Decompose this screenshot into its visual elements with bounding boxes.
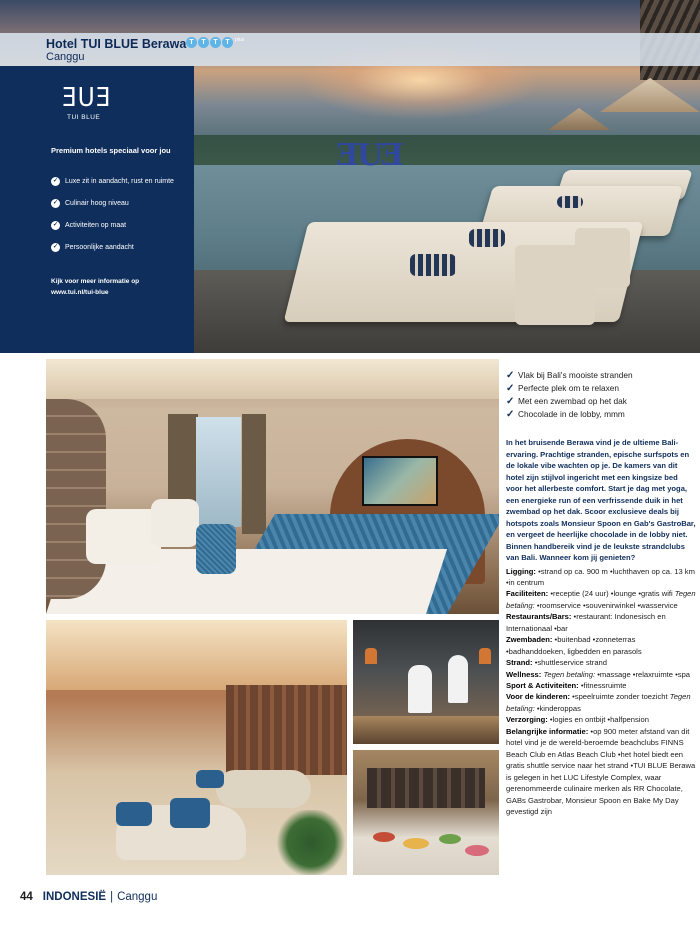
sofa bbox=[216, 770, 311, 808]
rating-star-icon: T bbox=[186, 37, 197, 48]
hotel-facts bbox=[506, 566, 696, 818]
plant bbox=[276, 810, 346, 875]
fact-restaurants: •restaurant: Indonesisch en Internationaal •bar bbox=[506, 612, 666, 633]
check-icon: ✓ bbox=[52, 199, 59, 206]
window bbox=[196, 417, 241, 527]
pillow bbox=[196, 524, 236, 574]
cushion bbox=[196, 770, 224, 788]
tui-blue-logo: ƎUƎ bbox=[62, 83, 112, 113]
footer-country: INDONESIË bbox=[42, 891, 107, 903]
checkmark-icon: ✓ bbox=[506, 396, 515, 407]
footer-region: Canggu bbox=[117, 891, 158, 903]
rating-star-icon: T bbox=[210, 37, 221, 48]
fact-paid-label: Tegen betaling: bbox=[506, 692, 691, 713]
fact-label-strand: Strand: bbox=[506, 658, 533, 668]
curtain bbox=[242, 414, 266, 534]
dish bbox=[465, 845, 489, 856]
headboard bbox=[46, 399, 106, 599]
lobby-ceiling bbox=[46, 620, 347, 690]
pillow bbox=[86, 509, 161, 564]
logo-subtitle: TUI BLUE bbox=[67, 114, 101, 121]
fact-faciliteiten-free: •receptie (24 uur) •lounge •gratis wifi bbox=[548, 589, 675, 599]
panel-feature: ✓ Culinair hoog niveau bbox=[52, 199, 129, 207]
dish bbox=[373, 832, 395, 842]
hotel-rating bbox=[186, 37, 244, 48]
hotel-city: Canggu bbox=[46, 51, 85, 63]
highlight-item: ✓ Perfecte plek om te relaxen bbox=[506, 383, 619, 394]
check-icon: ✓ bbox=[52, 243, 59, 250]
cushion bbox=[170, 798, 210, 828]
highlights-list bbox=[506, 369, 696, 421]
fact-belangrijk: •op 900 meter afstand van dit hotel vind je de wereld-beroemde beachclubs FINNS Beach Club en Atlas Beach Club •het hotel biedt een gratis shuttle service naar het strand •TUI BLUE Berawa is gelegen in het LUC Lifestyle Complex, waar gerenommeerde culinaire merken als RR Chocolate, GABs Gastrobar, Monsieur Spoon en Bake My Day gevestigd zijn bbox=[506, 726, 696, 817]
fact-paid-label: Tegen betaling: bbox=[506, 589, 696, 610]
dish bbox=[403, 838, 429, 849]
rating-star-icon: T bbox=[222, 37, 233, 48]
buffet-photo bbox=[353, 750, 499, 875]
striped-pillow bbox=[557, 196, 583, 208]
page-number: 44 bbox=[20, 891, 33, 903]
fact-label-sport: Sport & Activiteiten: bbox=[506, 681, 579, 691]
fact-ligging: •strand op ca. 900 m •luchthaven op ca. 13 km •in centrum bbox=[506, 566, 695, 587]
fact-kinderen-free: •speelruimte zonder toezicht bbox=[570, 692, 670, 702]
more-info-url[interactable]: www.tui.nl/tui-blue bbox=[51, 289, 109, 296]
highlight-item: ✓ Met een zwembad op het dak bbox=[506, 396, 627, 407]
check-icon: ✓ bbox=[52, 177, 59, 184]
panel-title: Premium hotels speciaal voor jou bbox=[51, 146, 171, 155]
hotel-description-column bbox=[506, 369, 696, 817]
fact-label-belangrijk: Belangrijke informatie: bbox=[506, 726, 589, 736]
parasol bbox=[600, 78, 700, 112]
fact-verzorging: •logies en ontbijt •halfpension bbox=[547, 715, 649, 725]
pendant-lamp bbox=[479, 648, 491, 664]
fact-kinderen-paid: •kinderoppas bbox=[534, 703, 581, 713]
panel-feature: ✓ Luxe zit in aandacht, rust en ruimte bbox=[52, 177, 174, 185]
hotel-title-bar bbox=[0, 33, 700, 66]
buffet-shelf bbox=[367, 768, 485, 808]
fact-label-kinderen: Voor de kinderen: bbox=[506, 692, 570, 702]
tui-blue-panel bbox=[0, 66, 194, 353]
fact-faciliteiten-paid: •roomservice •souvenirwinkel •wasservice bbox=[534, 600, 678, 610]
chef bbox=[408, 665, 432, 713]
fact-label-faciliteiten: Faciliteiten: bbox=[506, 589, 549, 599]
highlight-item: ✓ Chocolade in de lobby, mmm bbox=[506, 409, 625, 420]
checkmark-icon: ✓ bbox=[506, 383, 515, 394]
fact-zwembaden: •buitenbad •zonneterras •badhanddoeken, ligbedden en parasols bbox=[506, 635, 642, 656]
more-info bbox=[51, 276, 139, 298]
dish bbox=[439, 834, 461, 844]
rating-plus: plus bbox=[235, 37, 245, 43]
striped-pillow bbox=[410, 254, 456, 276]
fact-label-zwembaden: Zwembaden: bbox=[506, 635, 553, 645]
bedroom-photo bbox=[46, 359, 499, 614]
pillow bbox=[151, 499, 199, 547]
lobby-wall bbox=[226, 685, 347, 775]
fact-label-verzorging: Verzorging: bbox=[506, 715, 548, 725]
fact-label-wellness: Wellness: bbox=[506, 669, 542, 679]
television bbox=[362, 456, 438, 506]
footer-separator: | bbox=[110, 891, 114, 903]
fact-label-restaurants: Restaurants/Bars: bbox=[506, 612, 572, 622]
sunbed-cushion bbox=[575, 228, 630, 288]
panel-feature: ✓ Activiteiten op maat bbox=[52, 221, 127, 229]
rating-star-icon: T bbox=[198, 37, 209, 48]
blue-sign-logo: ƎUƎ bbox=[336, 138, 402, 173]
fact-sport: •fitnessruimte bbox=[578, 681, 627, 691]
intro-paragraph: In het bruisende Berawa vind je de ultieme Bali-ervaring. Prachtige stranden, epische surfspots en de lokale vibe wachten op je. De kamers van dit hotel zijn stijlvol ingericht met een kingsize bed voor het allerbeste comfort. Start je dag met yoga, een energieke run of een verfrissende duik in het zwembad op het dak. Scoor exclusieve deals bij hotspots zoals Monsieur Spoon en Gab's GastroBar, en vergeet de heerlijke chocolade in de lobby niet. Binnen handbereik vind je de leukste strandclubs van Bali. Wanneer kom jij genieten? bbox=[506, 438, 696, 562]
fact-wellness: •massage •relaxruimte •spa bbox=[595, 669, 691, 679]
fact-paid-label: Tegen betaling: bbox=[543, 669, 596, 679]
more-info-text: Kijk voor meer informatie op bbox=[51, 278, 140, 285]
hotel-name: Hotel TUI BLUE Berawa bbox=[46, 37, 187, 51]
lobby-photo bbox=[46, 620, 347, 875]
panel-feature: ✓ Persoonlijke aandacht bbox=[52, 243, 134, 251]
checkmark-icon: ✓ bbox=[506, 409, 515, 420]
striped-pillow bbox=[469, 229, 505, 247]
fact-strand: •shuttleservice strand bbox=[532, 658, 607, 668]
fact-label-ligging: Ligging: bbox=[506, 566, 536, 576]
chef bbox=[448, 655, 468, 703]
ceiling bbox=[46, 359, 499, 399]
parasol bbox=[548, 108, 610, 130]
page-footer bbox=[20, 891, 157, 903]
cushion bbox=[116, 802, 152, 826]
kitchen-counter bbox=[353, 716, 499, 744]
check-icon: ✓ bbox=[52, 221, 59, 228]
checkmark-icon: ✓ bbox=[506, 370, 515, 381]
pendant-lamp bbox=[365, 648, 377, 664]
panel-feature-list bbox=[51, 170, 174, 258]
restaurant-kitchen-photo bbox=[353, 620, 499, 744]
highlight-item: ✓ Vlak bij Bali's mooiste stranden bbox=[506, 370, 633, 381]
